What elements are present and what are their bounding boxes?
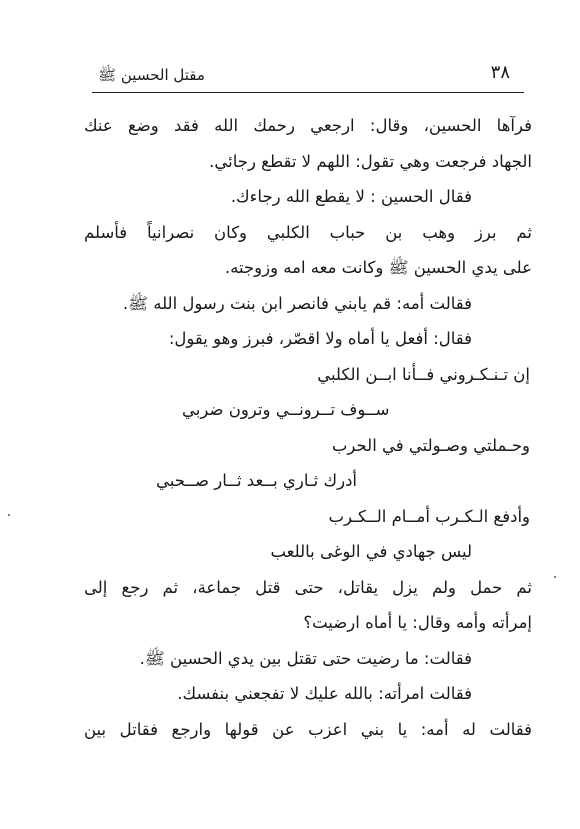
scan-speck [8,514,10,516]
body-text [84,108,532,747]
text-line: فقالت له أمه: يا بني اعزب عن قولها وارجع فقاتل بين [84,719,532,739]
text-line: ثم حمل ولم يزل يقاتل، حتى قتل جماعة، ثم رجع إلى [84,577,532,597]
poem-verse: وحـملتي وصـولتي في الحرب [331,435,530,455]
poem-verse: ســوف تــرونــي وترون ضربي [182,400,390,419]
scan-speck [554,576,556,578]
text-line: الجهاد فرجعت وهي تقول: اللهم لا تقطع رجائي. [209,151,532,171]
text-line: فقال: أفعل يا أماه ولا اقصّر، فبرز وهو يقول: [168,329,472,348]
text-line: فرآها الحسين، وقال: ارجعي رحمك الله فقد وضع عنك [84,116,532,135]
text-line: فقال الحسين : لا يقطع الله رجاءك. [230,187,472,206]
poem-verse: إن تـنـكـروني فــأنا ابــن الكلبي [317,364,530,384]
poem-verse: وأدفع الـكـرب أمــام الــكـرب [328,506,530,526]
running-header-title: مقتل الحسين ﷺ [98,66,205,84]
text-line: على يدي الحسين ﷺ وكانت معه امه وزوجته. [224,258,532,277]
text-line: فقالت: ما رضيت حتى تقتل بين يدي الحسين ﷺ. [139,648,472,668]
text-line: ثم برز وهب بن حباب الكلبي وكان نصرانياً فأسلم [84,222,532,242]
poem-verse: ليس جهادي في الوغى باللعب [270,542,472,561]
poem-verse: أدرك ثـاري بــعد ثــار صــحبي [156,471,358,490]
text-line: إمرأته وأمه وقال: يا أماه ارضيت؟ [303,613,532,632]
header-rule [92,92,524,93]
page-number: ٣٨ [490,62,510,83]
text-line: فقالت أمه: قم يابني فانصر ابن بنت رسول الله ﷺ. [122,293,472,313]
text-line: فقالت امرأته: بالله عليك لا تفجعني بنفسك. [177,684,472,703]
